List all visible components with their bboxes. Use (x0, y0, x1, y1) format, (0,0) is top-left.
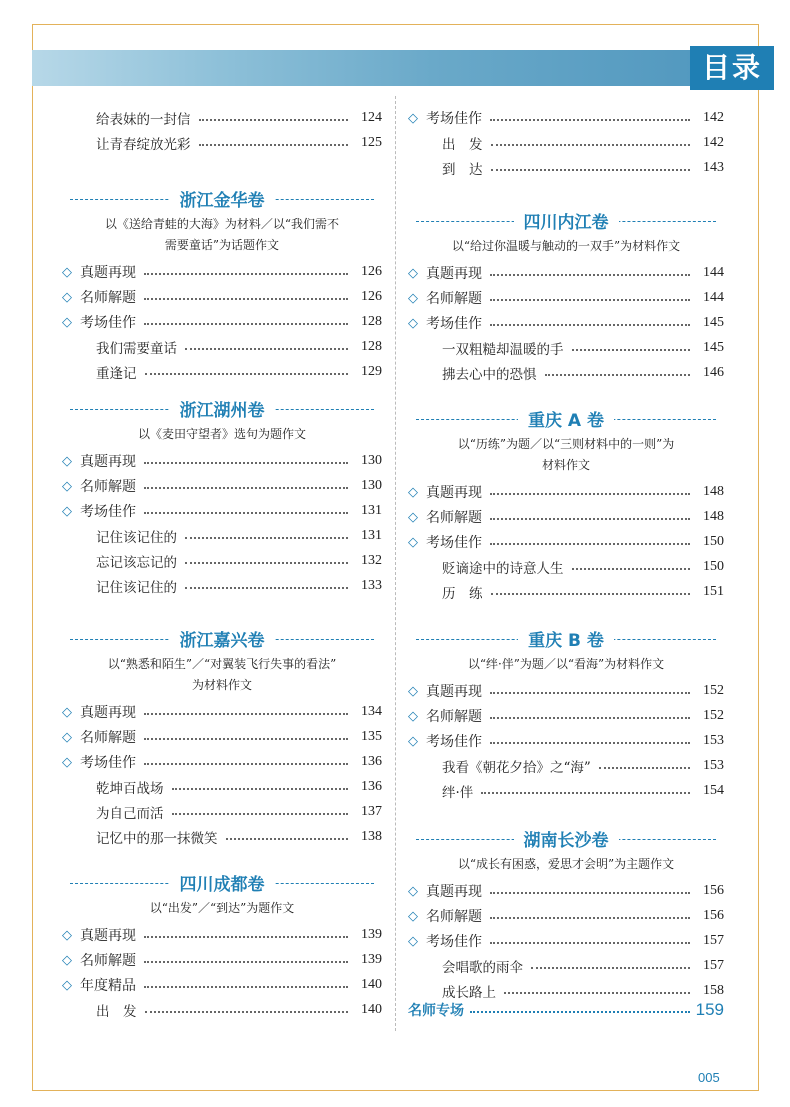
toc-essay-row[interactable] (408, 954, 724, 978)
section-heading (62, 626, 382, 651)
toc-entry-label: 我看《朝花夕拾》之“海” (442, 760, 591, 776)
toc-entry-row[interactable] (408, 904, 724, 928)
toc-entry-row[interactable] (408, 879, 724, 903)
section-topic: 为材料作文 (191, 678, 252, 692)
toc-entry-row[interactable] (62, 948, 382, 972)
toc-entry-label: 考场佳作 (80, 504, 136, 520)
toc-page-number: 129 (361, 364, 382, 379)
toc-page-number: 140 (361, 977, 382, 992)
toc-entry-label: 绊·伴 (442, 785, 474, 801)
section-heading (408, 826, 724, 851)
leader-dots (144, 738, 348, 740)
toc-page-number: 145 (703, 315, 724, 330)
toc-page-number: 125 (361, 135, 382, 150)
section-title[interactable]: 浙江湖州卷 (170, 401, 275, 421)
toc-entry-label: 考场佳作 (80, 755, 136, 771)
toc-entry-row[interactable] (408, 679, 724, 703)
leader-dots (144, 323, 348, 325)
leader-dots (470, 1011, 690, 1013)
toc-entry-label: 忘记该忘记的 (96, 555, 177, 571)
toc-page-number: 157 (703, 933, 724, 948)
toc-essay-row[interactable] (408, 580, 724, 604)
section-topic: 以“成长有困惑，爱思才会明”为主题作文 (457, 857, 675, 871)
leader-dots (481, 792, 690, 794)
leader-dots (199, 119, 349, 121)
section-topic: 以“给过你温暖与触动的一双手”为材料作文 (451, 239, 681, 253)
section-title[interactable]: 重庆 A 卷 (518, 411, 614, 431)
leader-dots (572, 349, 691, 351)
diamond-bullet-icon: ◇ (408, 534, 418, 550)
leader-dots (491, 144, 691, 146)
toc-page-number: 157 (703, 958, 724, 973)
diamond-bullet-icon: ◇ (62, 754, 72, 770)
toc-page-number: 128 (361, 339, 382, 354)
toc-entry-label: 重逢记 (96, 366, 137, 382)
toc-page-number: 138 (361, 829, 382, 844)
toc-essay-row[interactable] (62, 131, 382, 155)
toc-entry-label: 出 发 (96, 1004, 137, 1020)
diamond-bullet-icon: ◇ (408, 315, 418, 331)
toc-entry-row[interactable] (62, 310, 382, 334)
leader-dots (185, 348, 348, 350)
leader-dots (144, 713, 348, 715)
toc-entry-label: 考场佳作 (426, 734, 482, 750)
toc-page-number: 154 (703, 783, 724, 798)
leader-dots (144, 462, 348, 464)
diamond-bullet-icon: ◇ (408, 733, 418, 749)
toc-entry-row[interactable] (408, 311, 724, 335)
diamond-bullet-icon: ◇ (62, 478, 72, 494)
toc-entry-label: 名师解题 (426, 709, 482, 725)
toc-page-number: 150 (703, 559, 724, 574)
toc-entry-label: 考场佳作 (426, 316, 482, 332)
leader-dots (490, 692, 690, 694)
toc-entry-label: 出 发 (442, 137, 483, 153)
toc-page-number: 156 (703, 883, 724, 898)
toc-page-number: 124 (361, 110, 382, 125)
toc-entry-label: 贬谪途中的诗意人生 (442, 561, 564, 577)
toc-page-number: 130 (361, 453, 382, 468)
toc-entry-label: 成长路上 (442, 985, 496, 1001)
toc-entry-label: 名师解题 (80, 290, 136, 306)
toc-page-number: 144 (703, 290, 724, 305)
leader-dots (490, 942, 690, 944)
toc-page-number: 140 (361, 1002, 382, 1017)
toc-page-number: 136 (361, 779, 382, 794)
leader-dots (199, 144, 349, 146)
section-heading (62, 870, 382, 895)
toc-page-number: 151 (703, 584, 724, 599)
toc-entry-label: 名师解题 (426, 291, 482, 307)
toc-entry-row[interactable] (408, 530, 724, 554)
toc-entry-label: 名师解题 (80, 479, 136, 495)
diamond-bullet-icon: ◇ (408, 509, 418, 525)
toc-entry-label: 让青春绽放光彩 (96, 137, 191, 153)
leader-dots (145, 1011, 349, 1013)
section-heading (408, 626, 724, 651)
toc-entry-label: 年度精品 (80, 978, 136, 994)
leader-dots (490, 543, 690, 545)
toc-entry-row[interactable] (408, 729, 724, 753)
toc-page-number: 146 (703, 365, 724, 380)
toc-essay-row[interactable] (408, 336, 724, 360)
section-heading (62, 186, 382, 211)
toc-page-number: 131 (361, 503, 382, 518)
toc-page-number: 156 (703, 908, 724, 923)
toc-page-number: 148 (703, 509, 724, 524)
leader-dots (144, 512, 348, 514)
toc-essay-row[interactable] (62, 574, 382, 598)
toc-page-number: 144 (703, 265, 724, 280)
diamond-bullet-icon: ◇ (62, 704, 72, 720)
section-title[interactable]: 重庆 B 卷 (518, 631, 614, 651)
toc-essay-row[interactable] (408, 555, 724, 579)
toc-entry-label: 会唱歌的雨伞 (442, 960, 523, 976)
toc-entry-label: 真题再现 (426, 884, 482, 900)
toc-entry-label: 记住该记住的 (96, 580, 177, 596)
toc-essay-row[interactable] (408, 361, 724, 385)
toc-entry-label: 真题再现 (426, 266, 482, 282)
diamond-bullet-icon: ◇ (408, 290, 418, 306)
toc-entry-row[interactable] (62, 285, 382, 309)
toc-entry-label: 真题再现 (426, 684, 482, 700)
leader-dots (572, 568, 691, 570)
diamond-bullet-icon: ◇ (62, 977, 72, 993)
leader-dots (490, 892, 690, 894)
toc-essay-row[interactable] (408, 156, 724, 180)
toc-entry-label: 名师解题 (80, 730, 136, 746)
toc-essay-row[interactable] (62, 335, 382, 359)
diamond-bullet-icon: ◇ (62, 952, 72, 968)
section-title[interactable]: 四川内江卷 (514, 213, 619, 233)
toc-page-number: 152 (703, 683, 724, 698)
leader-dots (490, 299, 690, 301)
toc-entry-row[interactable] (62, 260, 382, 284)
toc-entry-label: 拂去心中的恐惧 (442, 367, 537, 383)
leader-dots (144, 936, 348, 938)
toc-page-number: 142 (703, 135, 724, 150)
toc-page-number: 126 (361, 289, 382, 304)
leader-dots (144, 763, 348, 765)
diamond-bullet-icon: ◇ (408, 708, 418, 724)
toc-entry-label: 为自己而活 (96, 806, 164, 822)
leader-dots (185, 537, 348, 539)
toc-page-number: 142 (703, 110, 724, 125)
toc-page-number: 131 (361, 528, 382, 543)
page-number: 005 (698, 1070, 720, 1085)
toc-entry-row[interactable] (408, 505, 724, 529)
toc-entry-label: 名师解题 (80, 953, 136, 969)
leader-dots (490, 274, 690, 276)
toc-essay-row[interactable] (62, 524, 382, 548)
leader-dots (185, 562, 348, 564)
page-title: 目录 (690, 46, 774, 90)
leader-dots (545, 374, 691, 376)
leader-dots (491, 169, 691, 171)
leader-dots (599, 767, 690, 769)
diamond-bullet-icon: ◇ (408, 484, 418, 500)
toc-page-number: 139 (361, 927, 382, 942)
section-topic: 以“熟悉和陌生”／“对翼装飞行失事的看法” (107, 657, 337, 671)
toc-entry-row[interactable] (408, 261, 724, 285)
leader-dots (144, 986, 348, 988)
section-heading (408, 208, 724, 233)
toc-page-number: 145 (703, 340, 724, 355)
section-title[interactable]: 湖南长沙卷 (514, 831, 619, 851)
toc-page-number: 143 (703, 160, 724, 175)
leader-dots (490, 917, 690, 919)
diamond-bullet-icon: ◇ (62, 453, 72, 469)
toc-essay-row[interactable] (62, 800, 382, 824)
toc-page-number: 150 (703, 534, 724, 549)
column-divider (395, 96, 396, 1031)
toc-page-number: 139 (361, 952, 382, 967)
section-heading (408, 406, 724, 431)
diamond-bullet-icon: ◇ (62, 503, 72, 519)
leader-dots (172, 813, 349, 815)
toc-entry-label: 给表妹的一封信 (96, 112, 191, 128)
toc-entry-label: 记住该记住的 (96, 530, 177, 546)
toc-page-number: 158 (703, 983, 724, 998)
toc-entry-label: 考场佳作 (80, 315, 136, 331)
leader-dots (144, 961, 348, 963)
section-topic: 需要童话”为话题作文 (164, 238, 280, 252)
section-topic: 以“出发”／“到达”为题作文 (149, 901, 295, 915)
toc-page-number: 126 (361, 264, 382, 279)
toc-essay-row[interactable] (62, 106, 382, 130)
toc-essay-row[interactable] (408, 779, 724, 803)
leader-dots (490, 518, 690, 520)
section-title[interactable]: 浙江嘉兴卷 (170, 631, 275, 651)
diamond-bullet-icon: ◇ (62, 289, 72, 305)
toc-entry-row[interactable] (62, 474, 382, 498)
toc-page-number: 128 (361, 314, 382, 329)
special-page-number: 159 (695, 1000, 724, 1019)
leader-dots (226, 838, 349, 840)
toc-essay-row[interactable] (62, 549, 382, 573)
toc-entry-label: 历 练 (442, 586, 483, 602)
leader-dots (185, 587, 348, 589)
toc-entry-row[interactable] (62, 750, 382, 774)
toc-entry-label: 考场佳作 (426, 934, 482, 950)
toc-entry-label: 乾坤百战场 (96, 781, 164, 797)
toc-entry-row[interactable] (408, 929, 724, 953)
toc-entry-label: 真题再现 (426, 485, 482, 501)
toc-entry-label: 到 达 (442, 162, 483, 178)
toc-entry-label: 考场佳作 (426, 535, 482, 551)
toc-entry-label: 真题再现 (80, 928, 136, 944)
toc-entry-label: 考场佳作 (426, 111, 482, 127)
toc-page-number: 136 (361, 754, 382, 769)
toc-entry-label: 记忆中的那一抹微笑 (96, 831, 218, 847)
diamond-bullet-icon: ◇ (408, 908, 418, 924)
leader-dots (144, 273, 348, 275)
leader-dots (490, 493, 690, 495)
toc-special-row[interactable] (408, 998, 724, 1022)
section-topic: 以“历练”为题／以“三则材料中的一则”为 (457, 437, 675, 451)
toc-page-number: 153 (703, 733, 724, 748)
diamond-bullet-icon: ◇ (62, 264, 72, 280)
section-title[interactable]: 浙江金华卷 (170, 191, 275, 211)
toc-essay-row[interactable] (62, 825, 382, 849)
toc-entry-row[interactable] (408, 106, 724, 130)
toc-entry-label: 真题再现 (80, 265, 136, 281)
toc-entry-row[interactable] (62, 449, 382, 473)
leader-dots (531, 967, 690, 969)
toc-essay-row[interactable] (62, 998, 382, 1022)
diamond-bullet-icon: ◇ (408, 110, 418, 126)
toc-essay-row[interactable] (408, 754, 724, 778)
toc-entry-row[interactable] (62, 973, 382, 997)
section-topic: 材料作文 (541, 458, 590, 472)
toc-essay-row[interactable] (62, 775, 382, 799)
toc-entry-label: 名师解题 (426, 909, 482, 925)
leader-dots (490, 324, 690, 326)
toc-entry-row[interactable] (408, 704, 724, 728)
leader-dots (490, 717, 690, 719)
toc-essay-row[interactable] (62, 360, 382, 384)
diamond-bullet-icon: ◇ (408, 683, 418, 699)
toc-page-number: 137 (361, 804, 382, 819)
diamond-bullet-icon: ◇ (62, 927, 72, 943)
toc-page-number: 148 (703, 484, 724, 499)
leader-dots (144, 487, 348, 489)
diamond-bullet-icon: ◇ (62, 729, 72, 745)
toc-entry-label: 真题再现 (80, 705, 136, 721)
leader-dots (490, 119, 690, 121)
leader-dots (144, 298, 348, 300)
toc-page-number: 130 (361, 478, 382, 493)
toc-entry-row[interactable] (62, 725, 382, 749)
leader-dots (504, 992, 690, 994)
toc-entry-label: 名师解题 (426, 510, 482, 526)
diamond-bullet-icon: ◇ (62, 314, 72, 330)
toc-page-number: 132 (361, 553, 382, 568)
section-topic: 以“绊·伴”为题／以“看海”为材料作文 (467, 657, 665, 671)
toc-page-number: 152 (703, 708, 724, 723)
diamond-bullet-icon: ◇ (408, 883, 418, 899)
toc-entry-label: 真题再现 (80, 454, 136, 470)
toc-entry-row[interactable] (408, 480, 724, 504)
toc-entry-label: 我们需要童话 (96, 341, 177, 357)
toc-entry-label: 一双粗糙却温暖的手 (442, 342, 564, 358)
leader-dots (490, 742, 690, 744)
leader-dots (491, 593, 691, 595)
diamond-bullet-icon: ◇ (408, 933, 418, 949)
toc-page-number: 153 (703, 758, 724, 773)
toc-page-number: 134 (361, 704, 382, 719)
toc-essay-row[interactable] (408, 131, 724, 155)
section-title[interactable]: 四川成都卷 (170, 875, 275, 895)
toc-entry-row[interactable] (62, 700, 382, 724)
leader-dots (172, 788, 349, 790)
diamond-bullet-icon: ◇ (408, 265, 418, 281)
toc-entry-row[interactable] (62, 499, 382, 523)
leader-dots (145, 373, 349, 375)
toc-page-number: 135 (361, 729, 382, 744)
special-label: 名师专场 (408, 1003, 464, 1019)
section-topic: 以《送给青蛙的大海》为材料／以“我们需不 (104, 217, 340, 231)
toc-entry-row[interactable] (408, 286, 724, 310)
toc-entry-row[interactable] (62, 923, 382, 947)
toc-page-number: 133 (361, 578, 382, 593)
section-topic: 以《麦田守望者》选句为题作文 (137, 427, 306, 441)
header-banner (32, 50, 759, 86)
section-heading (62, 396, 382, 421)
